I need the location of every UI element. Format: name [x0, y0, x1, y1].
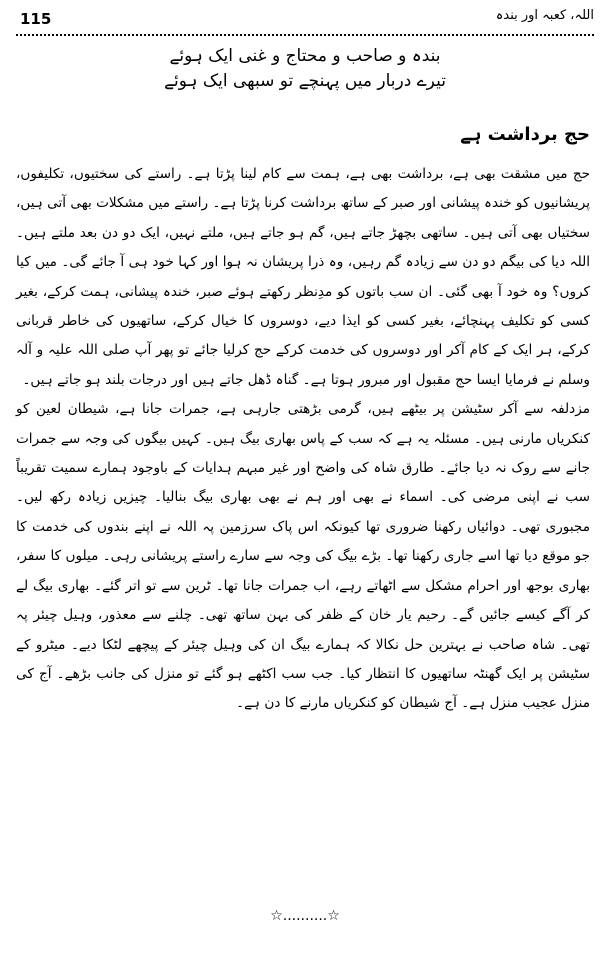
body-text	[16, 160, 590, 719]
page-header	[14, 6, 596, 32]
section-end-ornament: ☆..........☆	[270, 908, 340, 924]
page-number: 115	[20, 10, 52, 28]
couplet	[0, 44, 610, 94]
paragraph: مزدلفہ سے آکر سٹیشن پر بیٹھے ہیں، گرمی بڑھتی جارہی ہے، جمرات جانا ہے، شیطان لعین کو کنکریاں مارنی ہیں۔ مسئلہ یہ ہے کہ سب کے پاس بھاری بیگ ہیں۔ کہیں بیگوں کی وجہ سے جمرات جانے سے روک نہ دیا جائے۔ طارق شاہ کی واضح اور غیر مبہم ہدایات کے باوجود ہمارے سمیت تقریباً سب نے اپنی مرضی کی۔ اسماء نے بھی اور ہم نے بھی بھاری بیگ بنالیا۔ چیزیں زیادہ رکھ لیں۔ مجبوری تھی۔ دوائیاں رکھنا ضروری تھا کیونکہ اس پاک سرزمین پہ اللہ نے اپنے بندوں کی خدمت کا جو موقع دیا تھا اسے جاری رکھنا تھا۔ بڑے بیگ کی وجہ سے سارے راستے پریشانی رہی۔ میلوں کا سفر، بھاری بوجھ اور احرام مشکل سے اٹھاتے رہے، اب جمرات جانا تھا۔ ٹرین سے تو اتر گئے۔ بھاری بیگ لے کر آگے کیسے جائیں گے۔ رحیم یار خان کے ظفر کی بہن ساتھ تھی۔ چلنے سے معذور، وہیل چیئر پہ تھی۔ شاہ صاحب نے بہترین حل نکالا کہ ہمارے بیگ ان کی وہیل چیئر کے پیچھے لٹکا دیے۔ میٹرو کے سٹیشن پر ایک گھنٹہ ساتھیوں کا انتظار کیا۔ جب سب اکٹھے ہو گئے تو منزل کی جانب بڑھے۔ آج کی منزل عجیب منزل ہے۔ آج شیطان کو کنکریاں مارنے کا دن ہے۔	[16, 401, 590, 712]
couplet-line: تیرے دربار میں پہنچے تو سبھی ایک ہوئے	[164, 71, 446, 91]
running-title: اللہ، کعبہ اور بندہ	[495, 8, 594, 23]
couplet-line: بندہ و صاحب و محتاج و غنی ایک ہوئے	[169, 46, 441, 66]
header-divider	[16, 34, 594, 36]
section-heading: حج برداشت ہے	[460, 124, 590, 145]
paragraph: حج میں مشقت بھی ہے، برداشت بھی ہے، ہمت سے کام لینا پڑتا ہے۔ راستے کی سختیوں، تکلیفوں، پریشانیوں کو خندہ پیشانی اور صبر کے ساتھ برداشت کرنا پڑتا ہے۔ راستے میں مشکلات بھی آتی ہیں، سختیاں بھی آتی ہیں۔ ساتھی بچھڑ جاتے ہیں، گم ہو جاتے ہیں، ملتے نہیں، ایک دو دن بعد ملتے ہیں۔ اللہ دیا کی بیگم دو دن سے زیادہ گم رہیں، وہ ذرا پریشان نہ ہوا اور کہا خود ہی آ جائے گی۔ میں کیا کروں؟ وہ خود آ بھی گئی۔ ان سب باتوں کو مدِنظر رکھتے ہوئے صبر، خندہ پیشانی، ہمت کرکے، بغیر کسی کو تکلیف پہنچائے، بغیر کسی کو ایذا دیے، دوسروں کا خیال کرکے، ساتھیوں کی خاطر قربانی کرکے، ہر ایک کے کام آکر اور دوسروں کی خدمت کرکے حج کرلیا جائے تو پھر آپ صلی اللہ علیہ و آلہ وسلم نے فرمایا ایسا حج مقبول اور مبرور ہوتا ہے۔ گناہ ڈھل جاتے ہیں اور درجات بلند ہو جاتے ہیں۔	[16, 166, 590, 388]
